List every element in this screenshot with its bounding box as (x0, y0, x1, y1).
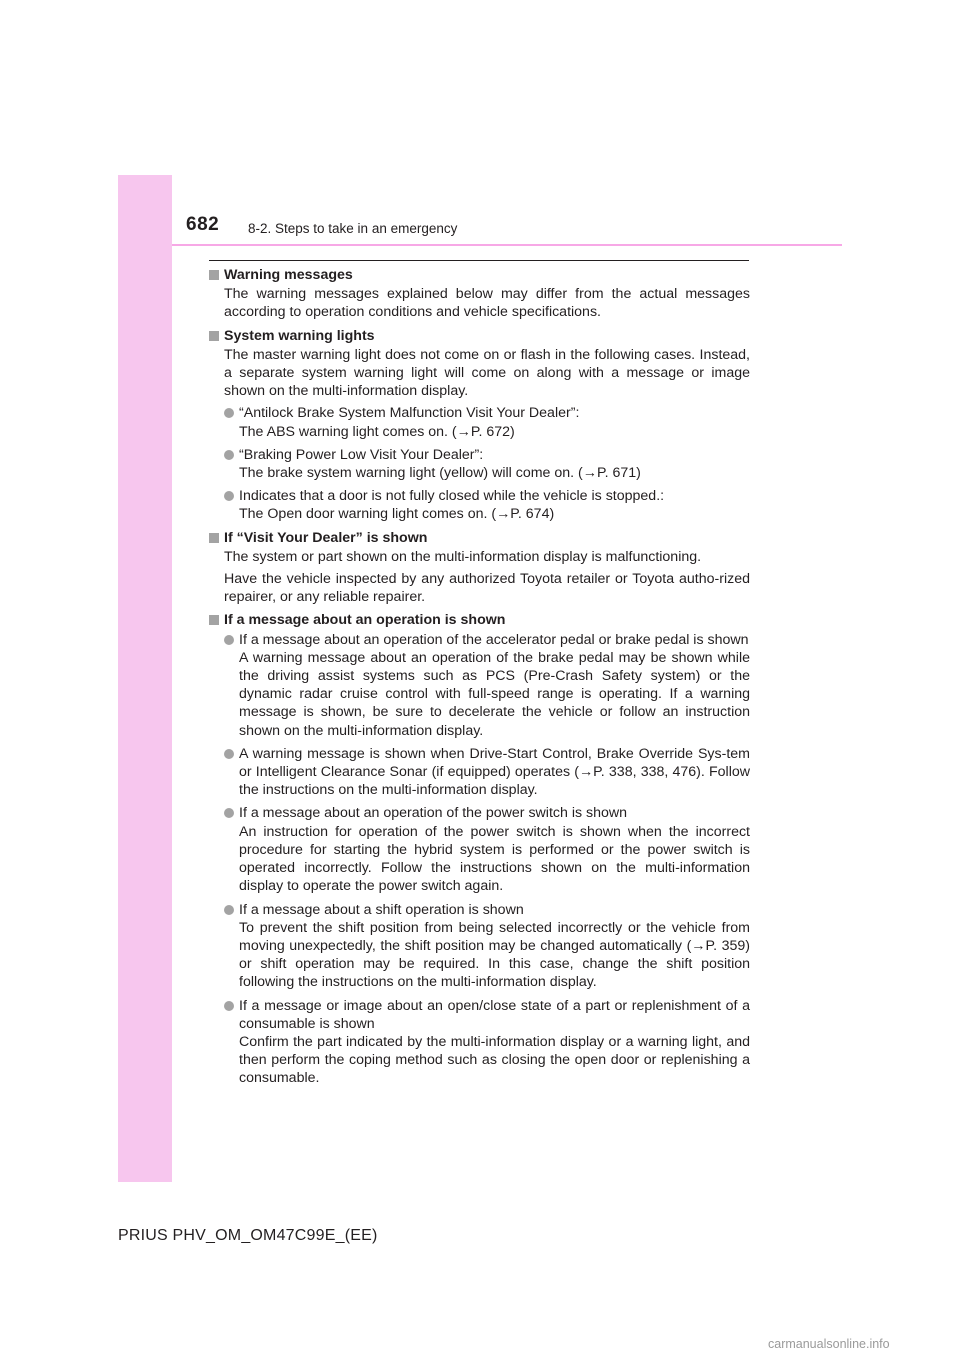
list-item (224, 901, 750, 992)
list-item-line: If a message or image about an open/close state of a part or replenishment of a consumable is shown (239, 997, 750, 1032)
circle-bullet-icon (224, 491, 234, 501)
header-rule (172, 244, 842, 246)
list-item (224, 631, 750, 740)
list-item-line: “Braking Power Low Visit Your Dealer”: (239, 446, 484, 463)
list-item-line: The brake system warning light (yellow) will come on. (→P. 671) (239, 465, 641, 482)
circle-bullet-icon (224, 450, 234, 460)
page-number: 682 (186, 214, 220, 235)
section-heading (209, 611, 750, 629)
list-item (224, 745, 750, 800)
watermark[interactable]: carmanualsonline.info (768, 1337, 890, 1351)
list-item-line: If a message about an operation of the accelerator pedal or brake pedal is shown (239, 631, 749, 648)
section-heading-text: System warning lights (224, 327, 375, 344)
circle-bullet-icon (224, 808, 234, 818)
sidebar-tab (118, 175, 172, 1182)
paragraph: The system or part shown on the multi-information display is malfunctioning. (224, 548, 702, 565)
list-item-line: If a message about an operation of the power switch is shown (239, 805, 628, 822)
content-body (209, 266, 750, 1093)
content-rule (209, 260, 749, 261)
square-bullet-icon (209, 331, 219, 341)
square-bullet-icon (209, 615, 219, 625)
paragraph: The warning messages explained below may differ from the actual messages according to operation conditions and vehicle specifications. (224, 286, 750, 321)
circle-bullet-icon (224, 749, 234, 759)
section (209, 611, 750, 1087)
list-item (224, 487, 750, 523)
list-item (224, 997, 750, 1088)
list-item-line: Confirm the part indicated by the multi-information display or a warning light, and then perform the coping method such as closing the open door or replenishing a consumable. (239, 1033, 750, 1087)
section-heading (209, 529, 750, 547)
square-bullet-icon (209, 270, 219, 280)
circle-bullet-icon (224, 1001, 234, 1011)
section-heading-text: If a message about an operation is shown (224, 612, 506, 629)
circle-bullet-icon (224, 408, 234, 418)
list-item-line: A warning message about an operation of the brake pedal may be shown while the driving assist systems such as PCS (Pre-Crash Safety system) or the dynamic radar cruise control with full-speed range is operating. If a warning message is shown, be sure to decelerate the vehicle or follow an instruction shown on the multi-information display. (239, 649, 750, 739)
list-item (224, 804, 750, 895)
list-item-line: To prevent the shift position from being selected incorrectly or the vehicle from moving unexpectedly, the shift position may be changed automatically (→P. 359) or shift operation may be required. In this case, change the shift position following the instructions on the multi-information display. (239, 919, 750, 991)
section-heading-text: Warning messages (224, 267, 353, 283)
section-heading-text: If “Visit Your Dealer” is shown (224, 529, 428, 546)
list-item (224, 446, 750, 482)
section (209, 266, 750, 322)
footer-doc-id: PRIUS PHV_OM_OM47C99E_(EE) (118, 1227, 378, 1244)
square-bullet-icon (209, 533, 219, 543)
list-item-line: The Open door warning light comes on. (→P. 674) (239, 506, 555, 523)
section-heading (209, 266, 750, 284)
list-item-line: If a message about a shift operation is shown (239, 901, 524, 918)
circle-bullet-icon (224, 905, 234, 915)
paragraph: The master warning light does not come on or flash in the following cases. Instead, a separate system warning light will come on along with a message or image shown on the multi-information display. (224, 346, 750, 400)
paragraph: Have the vehicle inspected by any authorized Toyota retailer or Toyota autho-rized repairer, or any reliable repairer. (224, 571, 750, 606)
section (209, 327, 750, 524)
list-item-line: The ABS warning light comes on. (→P. 672) (239, 423, 515, 440)
section-heading (209, 327, 750, 345)
list-item (224, 404, 750, 440)
section-title: 8-2. Steps to take in an emergency (248, 221, 458, 236)
section (209, 529, 750, 607)
list-item-line: An instruction for operation of the power switch is shown when the incorrect procedure for starting the hybrid system is performed or the power switch is operated incorrectly. Follow the instructions shown on the multi-information display to operate the power switch again. (239, 823, 750, 895)
list-item-line: A warning message is shown when Drive-Start Control, Brake Override Sys-tem or Intelligent Clearance Sonar (if equipped) operates (→P. 338, 338, 476). Follow the instructions on the multi-information display. (239, 745, 750, 799)
list-item-line: “Antilock Brake System Malfunction Visit Your Dealer”: (239, 405, 580, 422)
list-item-line: Indicates that a door is not fully closed while the vehicle is stopped.: (239, 488, 665, 505)
circle-bullet-icon (224, 635, 234, 645)
